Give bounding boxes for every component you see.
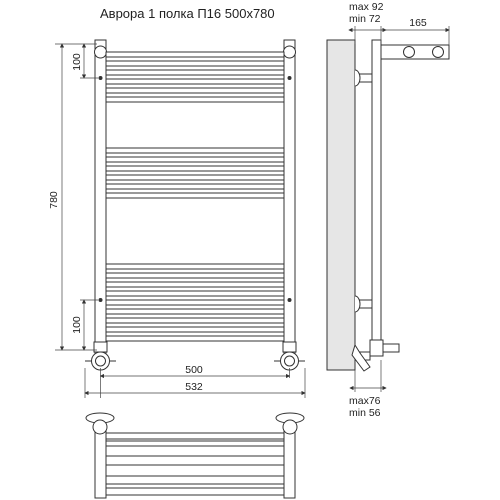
dim-inner-width: 500	[185, 364, 203, 376]
dim-bottom-depth-min: min 56	[349, 407, 381, 419]
shelf-rail-front	[404, 47, 415, 58]
height-dimensions	[48, 44, 98, 350]
dim-top-offset: 100	[71, 53, 83, 71]
rung	[106, 273, 284, 278]
rung	[106, 157, 284, 162]
rung	[106, 166, 284, 171]
side-top-flange	[355, 70, 360, 86]
top-view-rail-5	[106, 488, 284, 495]
rung	[106, 70, 284, 75]
left-bottom-mount-icon	[99, 298, 103, 302]
side-view	[327, 40, 449, 371]
rung	[106, 97, 284, 102]
dim-outer-width: 532	[185, 381, 203, 393]
top-view-rail-4	[106, 476, 284, 484]
top-view	[86, 413, 304, 498]
left-top-mount-icon	[99, 76, 103, 80]
dim-bottom-offset: 100	[71, 316, 83, 334]
top-view-left-valve-icon	[86, 413, 114, 434]
rung	[106, 264, 284, 269]
front-view	[85, 40, 305, 370]
rung	[106, 184, 284, 189]
right-top-mount-icon	[288, 76, 292, 80]
rung	[106, 336, 284, 341]
rung	[106, 282, 284, 287]
dim-shelf-depth: 165	[409, 17, 427, 29]
rung	[106, 309, 284, 314]
rung	[106, 193, 284, 198]
right-bottom-valve	[274, 342, 305, 370]
top-view-rail-1	[106, 433, 284, 439]
rung	[106, 291, 284, 296]
right-top-cap	[284, 46, 296, 58]
rungs	[106, 52, 284, 341]
rung	[106, 300, 284, 305]
rung	[106, 148, 284, 153]
rung	[106, 61, 284, 66]
rung	[106, 52, 284, 57]
rung	[106, 175, 284, 180]
side-bottom-flange	[355, 296, 360, 312]
right-bottom-mount-icon	[288, 298, 292, 302]
dim-height-total: 780	[48, 191, 60, 209]
side-vertical-pipe	[372, 40, 381, 350]
side-bottom-valve	[352, 340, 399, 371]
right-vertical-pipe	[284, 40, 295, 358]
top-view-rail-3	[106, 456, 284, 465]
top-view-rail-2	[106, 441, 284, 446]
drawing-title: Аврора 1 полка П16 500x780	[100, 6, 275, 21]
left-top-cap	[95, 46, 107, 58]
dim-bottom-depth-max: max76	[349, 395, 381, 407]
dim-side-depth-min: min 72	[349, 13, 381, 25]
rung	[106, 79, 284, 84]
rung	[106, 318, 284, 323]
left-bottom-valve	[85, 342, 116, 370]
dim-side-depth-max: max 92	[349, 1, 384, 13]
width-dimensions	[85, 364, 305, 398]
left-vertical-pipe	[95, 40, 106, 358]
wall	[327, 40, 355, 370]
rung	[106, 327, 284, 332]
shelf-rail-back	[433, 47, 444, 58]
rung	[106, 88, 284, 93]
top-view-right-valve-icon	[276, 413, 304, 434]
